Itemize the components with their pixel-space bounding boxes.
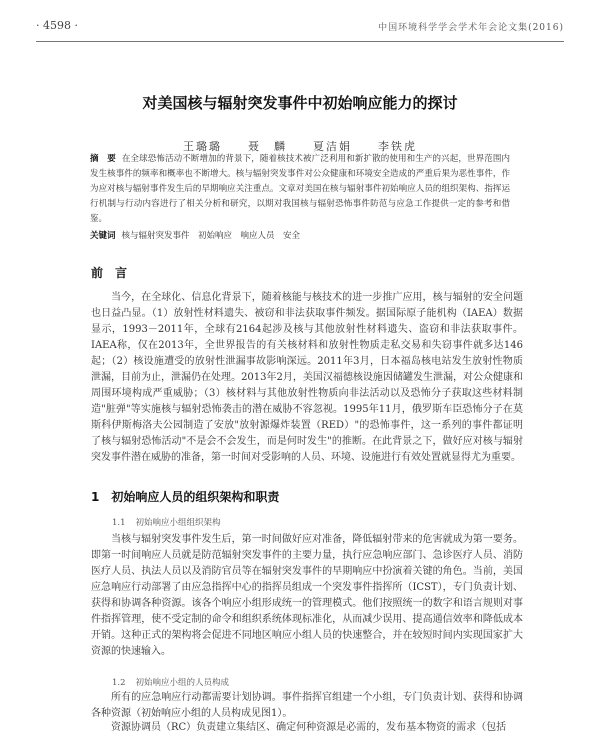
subsection-heading-1-2 [112, 676, 229, 688]
subsection-number: 1.1 [112, 518, 126, 528]
section-heading-preface: 前 言 [91, 266, 128, 280]
running-header [36, 19, 564, 35]
abstract-text: 在全球恐怖活动不断增加的背景下，随着核技术被广泛利用和新扩散的使用和生产的兴起，世界范围内发生核事件的频率和概率也不断增大。核与辐射突发事件对公众健康和环境安全造成的严重后果为恶性事件，作为应对核与辐射事件发生后的早期响应关注重点。文章对美国在核与辐射事件初始响应人员的组织架构、指挥运行机制与行动内容进行了相关分析和研究，以期对我国核与辐射恐怖事件防范与应急工作提供一定的参考和借鉴。 [90, 154, 510, 224]
abstract-label: 摘 要 [90, 154, 116, 164]
keywords-label: 关键词 [90, 231, 116, 241]
subsection-title: 初始响应小组的人员构成 [135, 678, 230, 688]
abstract [90, 152, 510, 227]
author-list: 王璐璐 聂 麟 夏洁娟 李铁虎 [183, 140, 417, 153]
subsection-number: 1.2 [112, 678, 126, 688]
section-title: 初始响应人员的组织架构和职责 [111, 490, 280, 504]
subsection-heading-1-1 [112, 516, 221, 528]
subsection-1-2-paragraph-2: 资源协调员（RC）负责建立集结区、确定何种资源是必需的，发布基本物资的需求（包括 [111, 722, 507, 733]
subsection-1-1-paragraph: 当核与辐射突发事件发生后，第一时间做好应对准备，降低辐射带来的危害就成为第一要务。即第一时间响应人员就是防范辐射突发事件的主要力量，执行应急响应部门、急诊医疗人员、消防医疗人员、执法人员以及消防官员等在辐射突发事件的早期响应中扮演着关键的角色。当前，美国应急响应行动部署了由应急指挥中心的指挥员组成一个突发事件指挥所（ICST），专门负责计划、获得和协调各种资源。该各个响应小组形成统一的管理模式。他们按照统一的数字和语言规则对事件指挥管理，使不受定制的命令和组织系统体现标准化，从而减少误用、提高通信效率和降低成本开销。这种正式的架构将会促进不同地区响应小组人员的快速整合，并在较短时间内实现国家扩大资源的快速输入。 [91, 534, 523, 657]
keywords [90, 229, 510, 244]
subsection-title: 初始响应小组组织架构 [135, 518, 221, 528]
section-heading-1 [91, 488, 279, 505]
keywords-text: 核与辐射突发事件 初始响应 响应人员 安全 [121, 231, 301, 241]
page-number: · 4598 · [36, 19, 78, 32]
section-number: 1 [91, 490, 100, 504]
header-rule [36, 41, 564, 42]
subsection-1-2-paragraph: 所有的应急响应行动都需要计划协调。事件指挥官组建一个小组，专门负责计划、获得和协调各种资源（初始响应小组的人员构成见图1）。 [91, 692, 523, 719]
journal-title: 中国环境科学学会学术年会论文集(2016) [378, 23, 564, 33]
preface-paragraph: 当今，在全球化、信息化背景下，随着核能与核技术的进一步推广应用，核与辐射的安全问题也日益凸显。（1）放射性材料遗失、被窃和非法获取事件频发。据国际原子能机构（IAEA）数据显示，1993－2011年，全球有2164起涉及核与其他放射性材料遗失、盗窃和非法获取事件。IAEA称，仅在2013年，全世界报告的有关核材料和放射性物质走私交易和失窃事件就多达146起；（2）核设施遭受的放射性泄漏事故影响深远。2011年3月，日本福岛核电站发生放射性物质泄漏，目前为止，泄漏仍在处理。2013年2月，美国汉福德核设施因储罐发生泄漏，对公众健康和周围环境构成严重威胁；（3）核材料与其他放射性物质向非法活动以及恐怖分子获取这些材料制造"脏弹"等实施核与辐射恐怖袭击的潜在威胁不容忽视。1995年11月，俄罗斯车臣恐怖分子在莫斯科伊斯梅洛夫公园制造了安放"放射源爆炸装置（RED）"的恐怖事件，这一系列的事件都证明了核与辐射恐怖活动"不是会不会发生，而是何时发生"的推断。在此背景之下，做好应对核与辐射突发事件潜在威胁的准备，第一时间对受影响的人员、环境、设施进行有效处置就显得尤为重要。 [91, 292, 523, 463]
paper-title: 对美国核与辐射突发事件中初始响应能力的探讨 [142, 94, 458, 112]
